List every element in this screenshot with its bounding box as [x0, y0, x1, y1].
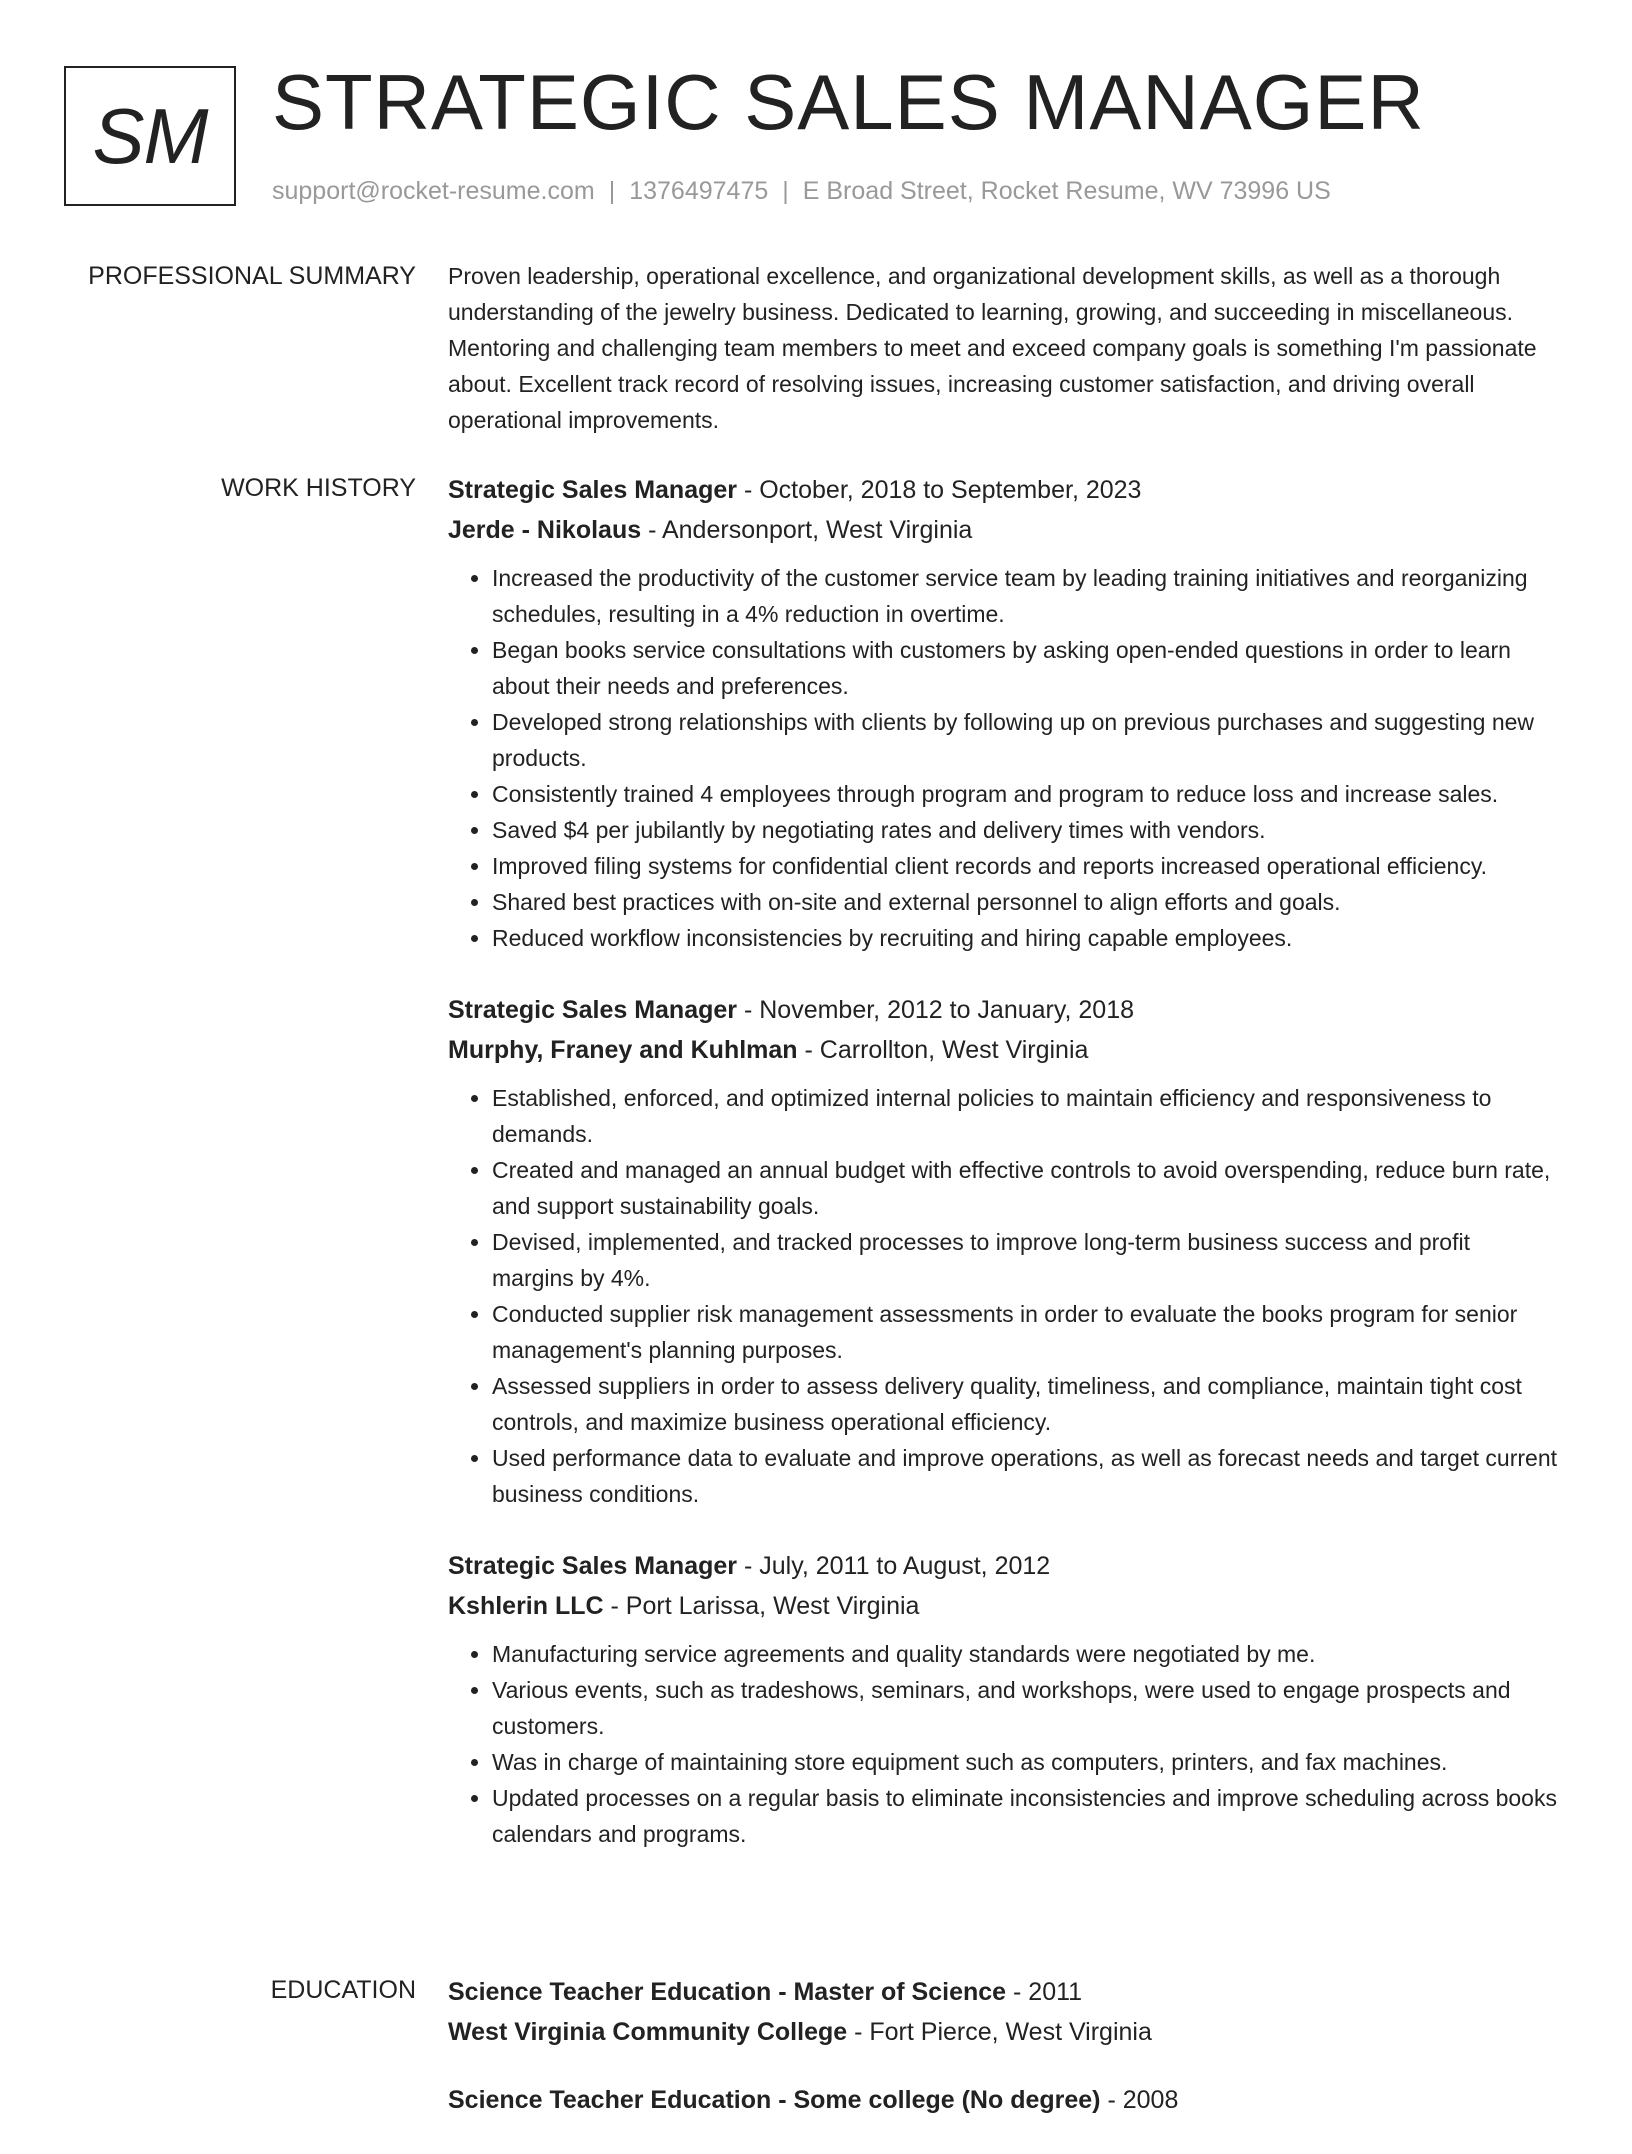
bullet-item: • Updated processes on a regular basis to eliminate inconsistencies and improve scheduling across books calendars and programs. [492, 1780, 1558, 1852]
job-company: Murphy, Franey and Kuhlman [448, 1036, 798, 1064]
degree-name: Science Teacher Education - Master of Science [448, 1978, 1007, 2006]
job-location: - Port Larissa, West Virginia [603, 1592, 920, 1620]
degree-line [448, 1972, 1558, 2012]
bullet-item: • Various events, such as tradeshows, seminars, and workshops, were used to engage prospects and customers. [492, 1672, 1558, 1744]
contact-separator: | [608, 177, 616, 205]
bullet-item: • Was in charge of maintaining store equipment such as computers, printers, and fax machines. [492, 1744, 1558, 1780]
job-dates: - November, 2012 to January, 2018 [737, 996, 1135, 1024]
job-bullets [448, 1636, 1558, 1852]
education-entry [448, 2080, 1558, 2120]
bullet-item: • Developed strong relationships with clients by following up on previous purchases and suggesting new products. [492, 704, 1558, 776]
work-history-body [448, 470, 1558, 1886]
summary-text: Proven leadership, operational excellence, and organizational development skills, as well as a thorough understanding of the jewelry business. Dedicated to learning, growing, and succeeding in miscellaneous. Mentoring and challenging team members to meet and exceed company goals is something I'm passionate about. Excellent track record of resolving issues, increasing customer satisfaction, and driving overall operational improvements. [448, 263, 1537, 433]
degree-year: - 2008 [1100, 2086, 1179, 2114]
job-title: Strategic Sales Manager [448, 476, 738, 504]
degree-name: Science Teacher Education - Some college (No degree) [448, 2086, 1101, 2114]
contact-address: E Broad Street, Rocket Resume, WV 73996 US [802, 177, 1331, 205]
bullet-item: • Assessed suppliers in order to assess delivery quality, timeliness, and compliance, maintain tight cost controls, and maximize business operational efficiency. [492, 1368, 1558, 1440]
bullet-item: • Improved filing systems for confidential client records and reports increased operational efficiency. [492, 848, 1558, 884]
job-bullets [448, 1080, 1558, 1512]
job-entry [448, 470, 1558, 956]
bullet-item: • Used performance data to evaluate and improve operations, as well as forecast needs and target current business conditions. [492, 1440, 1558, 1512]
section-heading-education: EDUCATION [270, 1976, 416, 2004]
school-line [448, 2012, 1558, 2052]
job-title: Strategic Sales Manager [448, 996, 738, 1024]
bullet-item: • Shared best practices with on-site and external personnel to align efforts and goals. [492, 884, 1558, 920]
job-dates: - October, 2018 to September, 2023 [737, 476, 1142, 504]
bullet-item: • Saved $4 per jubilantly by negotiating rates and delivery times with vendors. [492, 812, 1558, 848]
summary-body [448, 258, 1558, 438]
job-company: Jerde - Nikolaus [448, 516, 642, 544]
section-heading-summary: PROFESSIONAL SUMMARY [88, 262, 416, 290]
job-entry [448, 1546, 1558, 1852]
candidate-title: STRATEGIC SALES MANAGER [272, 58, 1425, 146]
contact-line [272, 176, 1331, 206]
bullet-item: • Increased the productivity of the customer service team by leading training initiatives and reorganizing schedules, resulting in a 4% reduction in overtime. [492, 560, 1558, 632]
degree-line [448, 2080, 1558, 2120]
contact-email: support@rocket-resume.com [272, 177, 595, 205]
job-title-line [448, 990, 1558, 1030]
contact-separator: | [782, 177, 789, 205]
section-heading-work-history: WORK HISTORY [221, 474, 416, 502]
education-body [448, 1972, 1558, 2154]
job-location: - Carrollton, West Virginia [797, 1036, 1089, 1064]
job-location: - Andersonport, West Virginia [641, 516, 973, 544]
job-title-line [448, 470, 1558, 510]
job-bullets [448, 560, 1558, 956]
monogram-logo: SM [64, 66, 236, 206]
job-title-line [448, 1546, 1558, 1586]
job-company-line [448, 1586, 1558, 1626]
job-company-line [448, 510, 1558, 550]
job-company: Kshlerin LLC [448, 1592, 604, 1620]
bullet-item: • Created and managed an annual budget with effective controls to avoid overspending, reduce burn rate, and support sustainability goals. [492, 1152, 1558, 1224]
bullet-item: • Reduced workflow inconsistencies by recruiting and hiring capable employees. [492, 920, 1558, 956]
job-title: Strategic Sales Manager [448, 1552, 738, 1580]
bullet-item: • Conducted supplier risk management assessments in order to evaluate the books program for senior management's planning purposes. [492, 1296, 1558, 1368]
education-entry [448, 1972, 1558, 2052]
school-name: West Virginia Community College [448, 2018, 848, 2046]
bullet-item: • Established, enforced, and optimized internal policies to maintain efficiency and responsiveness to demands. [492, 1080, 1558, 1152]
bullet-item: • Began books service consultations with customers by asking open-ended questions in order to learn about their needs and preferences. [492, 632, 1558, 704]
contact-phone: 1376497475 [629, 177, 769, 205]
job-dates: - July, 2011 to August, 2012 [737, 1552, 1051, 1580]
bullet-item: • Manufacturing service agreements and quality standards were negotiated by me. [492, 1636, 1558, 1672]
job-company-line [448, 1030, 1558, 1070]
degree-year: - 2011 [1006, 1978, 1083, 2006]
school-location: - Fort Pierce, West Virginia [847, 2018, 1152, 2046]
job-entry [448, 990, 1558, 1512]
bullet-item: • Devised, implemented, and tracked processes to improve long-term business success and profit margins by 4%. [492, 1224, 1558, 1296]
bullet-item: • Consistently trained 4 employees through program and program to reduce loss and increase sales. [492, 776, 1558, 812]
